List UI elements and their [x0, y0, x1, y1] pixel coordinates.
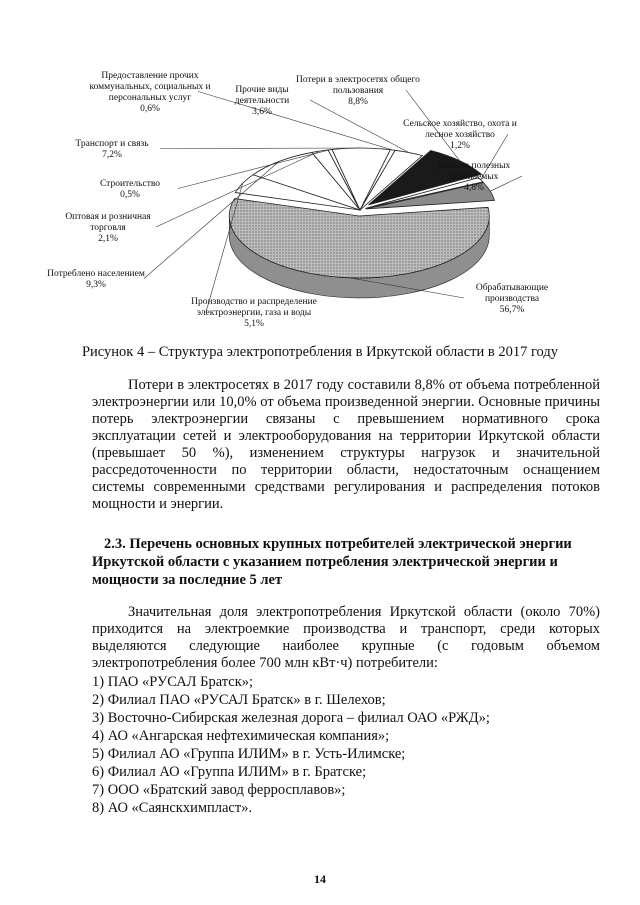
pie-chart [0, 0, 640, 340]
slice-label: Прочие виды деятельности 3,6% [234, 85, 290, 117]
slice-label: Строительство 0,5% [99, 179, 161, 200]
slice-label: Добыча полезных ископаемых 4,8% [437, 161, 511, 193]
slice-label: Обрабатывающие производства 56,7% [475, 283, 549, 315]
paragraph-consumers: Значительная доля электропотребления Иркутской области (около 70%) приходится на электроемкие производства и транспорт, среди которых выделяются следующие наиболее крупные (с годовым объемом электропотребления более 700 млн кВт·ч) потребители: [92, 604, 600, 671]
slice-label: Сельское хозяйство, охота и лесное хозяйство 1,2% [403, 119, 517, 151]
list-item: 8) АО «Саянскхимпласт». [92, 800, 253, 816]
list-item: 4) АО «Ангарская нефтехимическая компания»; [92, 728, 390, 744]
list-item: 7) ООО «Братский завод ферросплавов»; [92, 782, 346, 798]
slice-label: Транспорт и связь 7,2% [75, 139, 149, 160]
consumer-list [92, 673, 600, 817]
list-item: 3) Восточно-Сибирская железная дорога – филиал ОАО «РЖД»; [92, 710, 490, 726]
page-number: 14 [314, 872, 326, 886]
slice-label: Производство и распределение электроэнергии, газа и воды 5,1% [191, 297, 317, 329]
section-heading: 2.3. Перечень основных крупных потребителей электрической энергии Иркутской области с указанием потребления электрической энергии и мощности за последние 5 лет [92, 536, 572, 588]
slice-label: Предоставление прочих коммунальных, социальных и персональных услуг 0,6% [89, 71, 211, 114]
paragraph-losses: Потери в электросетях в 2017 году составили 8,8% от объема потребленной электроэнергии или 10,0% от объема произведенной энергии. Основные причины потерь электроэнергии связаны с превышением нормативного срока эксплуатации сетей и электрооборудования на территории Иркутской области (превышает 50 %), изменением структуры нагрузок и значительной рассредоточенности по территории области, недостаточным оснащением системы современными средствами регулирования и распределения потоков мощности и энергии. [92, 377, 600, 512]
slice-label: Потреблено населением 9,3% [47, 269, 145, 290]
list-item: 2) Филиал ПАО «РУСАЛ Братск» в г. Шелехов; [92, 692, 386, 708]
list-item: 1) ПАО «РУСАЛ Братск»; [92, 674, 254, 690]
leader-line [310, 100, 409, 153]
slice-label: Оптовая и розничная торговля 2,1% [65, 212, 151, 244]
list-item: 6) Филиал АО «Группа ИЛИМ» в г. Братске; [92, 764, 367, 780]
list-item: 5) Филиал АО «Группа ИЛИМ» в г. Усть-Илимске; [92, 746, 406, 762]
slice-label: Потери в электросетях общего пользования 8,8% [296, 75, 420, 107]
figure-caption: Рисунок 4 – Структура электропотребления в Иркутской области в 2017 году [81, 344, 559, 360]
